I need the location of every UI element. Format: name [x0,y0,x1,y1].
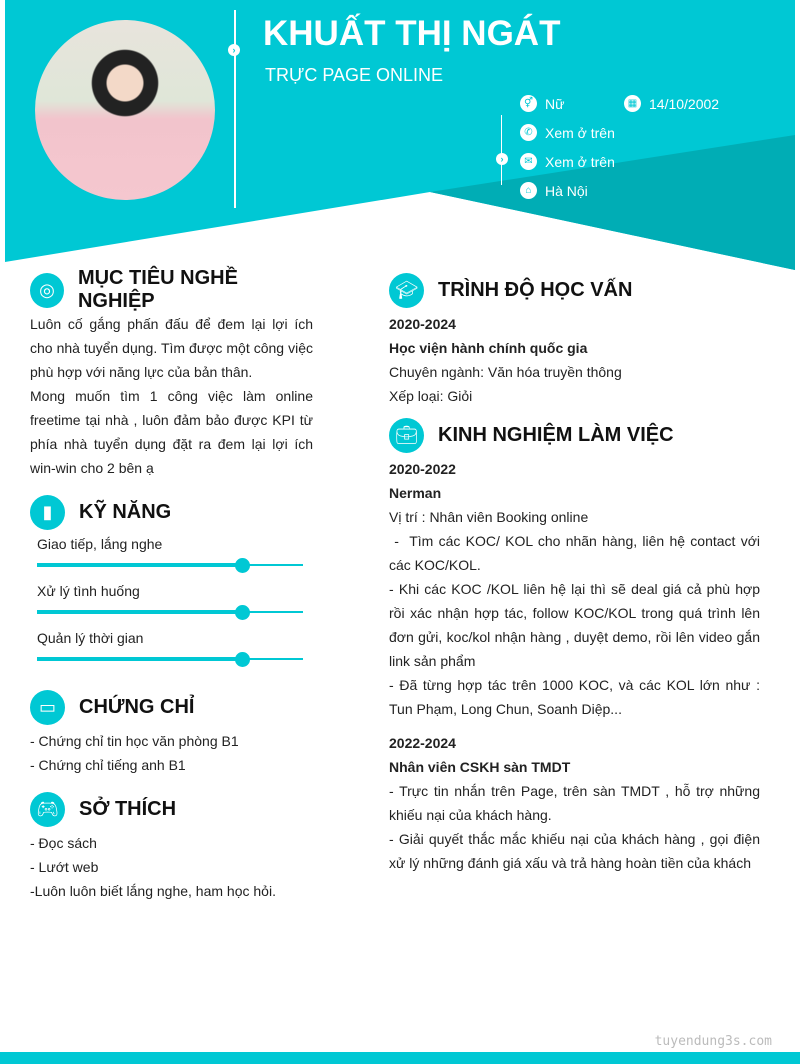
job-description: Vị trí : Nhân viên Booking online [389,509,589,525]
objective-text: Mong muốn tìm 1 công việc làm online freetime tại nhà , luôn đảm bảo được KPI từ phía nhà tuyển dụng đặt ra đem lại lợi ích win-win cho 2 bên ạ [30,388,313,476]
certificates-section [30,689,313,777]
graduation-cap-icon: 🎓︎ [389,273,424,308]
briefcase-icon: 💼︎ [389,418,424,453]
job-description: - Khi các KOC /KOL liên hệ lại thì sẽ deal giá cả phù hợp rồi xác nhận hợp tác, follow KOC/KOL trong quá trình lên đơn gửi, koc/kol nhận hàng , duyệt demo, rồi lên video gắn link sản phẩm [389,581,764,669]
hobbies-section [30,791,313,903]
job-period: 2020-2022 [389,461,456,477]
profile-photo [35,20,215,200]
certificate-item: - Chứng chỉ tiếng anh B1 [30,757,186,773]
divider [234,10,236,208]
gender: Nữ [545,95,565,112]
experience-section [389,417,764,875]
section-title: MỤC TIÊU NGHỀ NGHIỆP [77,267,238,312]
skill-fill [37,657,242,661]
education-major: Chuyên ngành: Văn hóa truyền thông [389,364,622,380]
skill-level-bar [37,556,303,574]
objective-section [30,267,313,480]
hobby-item: - Đọc sách [30,835,97,851]
job-company: Nhân viên CSKH sàn TMDT [389,759,571,775]
email: Xem ở trên [545,153,615,170]
address: Hà Nội [545,182,588,199]
gamepad-icon: 🎮︎ [30,792,65,827]
footer-bar [0,1052,800,1064]
certificate-icon: ▭ [30,690,65,725]
hobby-item: -Luôn luôn biết lắng nghe, ham học hỏi. [30,883,276,899]
certificate-item: - Chứng chỉ tin học văn phòng B1 [30,733,239,749]
target-icon: ◎ [30,273,64,308]
skill-label: Xử lý tình huống [37,583,140,599]
chevron-right-icon: › [228,44,240,56]
job-description: - Giải quyết thắc mắc khiếu nại của khách hàng , gọi điện xử lý những đánh giá xấu và trả hàng hoàn tiền của khách [389,831,764,871]
skill-knob [235,558,250,573]
job-description: - Tìm các KOC/ KOL cho nhãn hàng, liên hệ contact với các KOC/KOL. [389,533,764,573]
section-title: CHỨNG CHỈ [79,695,195,718]
phone-icon: ✆ [520,124,537,141]
phone: Xem ở trên [545,124,615,141]
watermark: tuyendung3s.com [654,1034,772,1049]
job-description: - Trực tin nhắn trên Page, trên sàn TMDT , hỗ trợ những khiếu nại của khách hàng. [389,783,764,823]
section-title: SỞ THÍCH [79,797,177,820]
skill-fill [37,610,242,614]
education-period: 2020-2024 [389,316,456,332]
home-icon: ⌂ [520,182,537,199]
chevron-right-icon: › [496,153,508,165]
job-entry [389,457,764,721]
section-title: KỸ NĂNG [79,500,172,523]
candidate-name: KHUẤT THỊ NGÁT [263,14,561,53]
divider [501,115,502,185]
skill-label: Quản lý thời gian [37,630,144,646]
skill-level-bar [37,650,303,668]
calendar-icon: ▦ [624,95,641,112]
education-school: Học viện hành chính quốc gia [389,340,588,356]
job-company: Nerman [389,485,442,501]
skill-label: Giao tiếp, lắng nghe [37,536,163,552]
skill-item [37,626,313,668]
job-entry [389,731,764,875]
birthday: 14/10/2002 [649,95,720,112]
gender-icon: ⚥ [520,95,537,112]
job-description: - Đã từng hợp tác trên 1000 KOC, và các KOL lớn như : Tun Phạm, Long Chun, Soanh Diệp... [389,677,764,717]
skill-level-bar [37,603,303,621]
hobby-item: - Lướt web [30,859,99,875]
education-grade: Xếp loại: Giỏi [389,388,473,404]
education-section [389,272,760,408]
job-period: 2022-2024 [389,735,456,751]
skill-item [37,579,313,621]
section-title: KINH NGHIỆM LÀM VIỆC [438,423,674,446]
objective-text: Luôn cố gắng phấn đấu để đem lại lợi ích cho nhà tuyển dụng. Tìm được một công việc phù hợp với năng lực của bản thân. [30,316,313,380]
bar-chart-icon: ▮ [30,495,65,530]
skills-section [30,494,313,668]
candidate-role: TRỰC PAGE ONLINE [265,65,444,85]
section-title: TRÌNH ĐỘ HỌC VẤN [438,278,633,301]
skill-knob [235,652,250,667]
skill-fill [37,563,242,567]
skill-item [37,532,313,574]
email-icon: ✉ [520,153,537,170]
skill-knob [235,605,250,620]
